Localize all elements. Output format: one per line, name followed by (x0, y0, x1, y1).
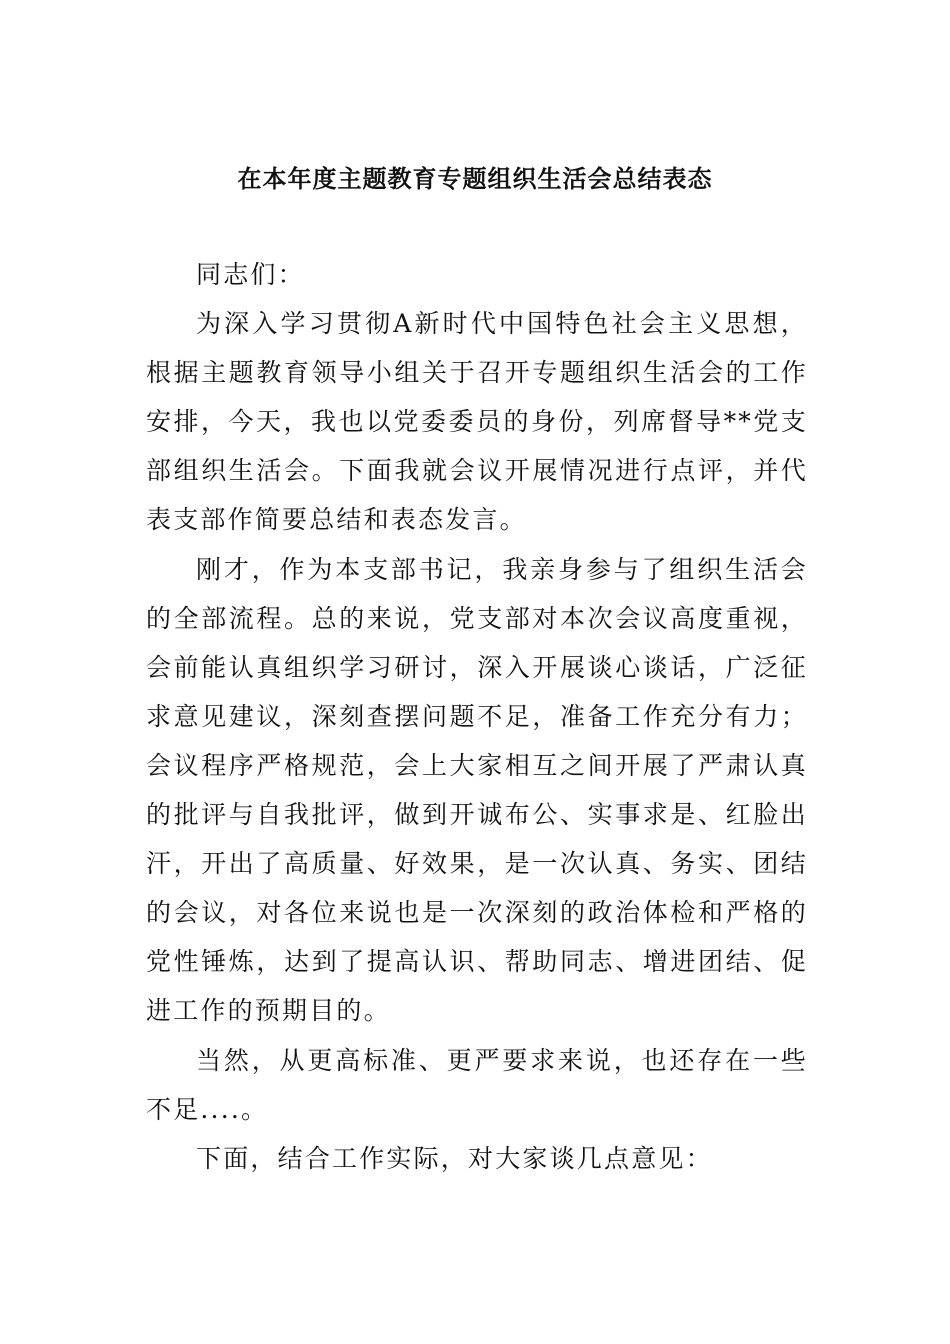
greeting-paragraph: 同志们： (196, 260, 305, 289)
review-paragraph: 刚才，作为本支部书记，我亲身参与了组织生活会的全部流程。总的来说，党支部对本次会议高度重视，会前能认真组织学习研讨，深入开展谈心谈话，广泛征求意见建议，深刻查摆问题不足，准备工作充分有力；会议程序严格规范，会上大家相互之间开展了严肃认真的批评与自我批评，做到开诚布公、实事求是、红脸出汗，开出了高质量、好效果，是一次认真、务实、团结的会议，对各位来说也是一次深刻的政治体检和严格的党性锤炼，达到了提高认识、帮助同志、增进团结、促进工作的预期目的。 (146, 554, 808, 1026)
intro-paragraph: 为深入学习贯彻A新时代中国特色社会主义思想，根据主题教育领导小组关于召开专题组织生活会的工作安排，今天，我也以党委委员的身份，列席督导**党支部组织生活会。下面我就会议开展情况进行点评，并代表支部作简要总结和表态发言。 (146, 309, 808, 535)
document-title: 在本年度主题教育专题组织生活会总结表态 (237, 165, 713, 193)
document-body (146, 250, 808, 1183)
shortcomings-paragraph: 当然，从更高标准、更严要求来说，也还存在一些不足....。 (146, 1045, 808, 1124)
opinions-intro-paragraph: 下面，结合工作实际，对大家谈几点意见： (196, 1143, 713, 1173)
